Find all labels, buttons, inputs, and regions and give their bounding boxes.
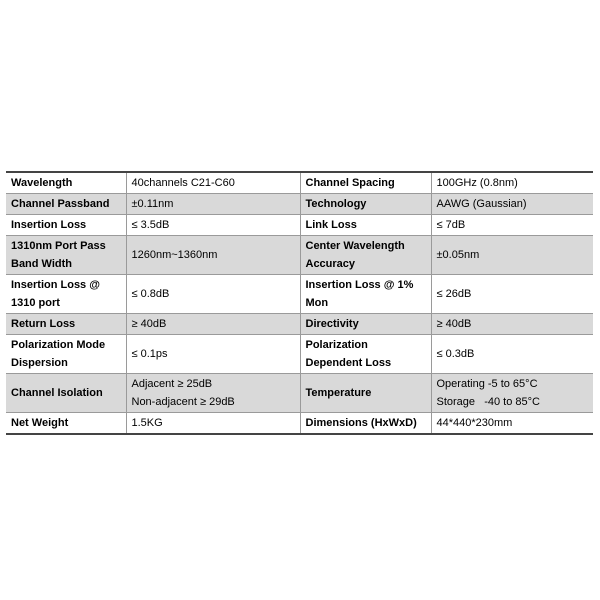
spec-label-line: Insertion Loss @ 1% <box>305 279 414 291</box>
spec-label-line: 1310nm Port Pass <box>11 240 106 252</box>
spec-label: Temperature <box>300 374 431 413</box>
spec-label-line: Accuracy <box>305 258 356 270</box>
spec-value: 44*440*230mm <box>431 413 593 435</box>
spec-label: Technology <box>300 194 431 215</box>
spec-label: Channel Passband <box>6 194 126 215</box>
table-row <box>6 194 593 215</box>
spec-label-line: Polarization <box>305 339 368 351</box>
spec-value: 1260nm~1360nm <box>126 236 300 275</box>
spec-label: Channel Spacing <box>300 172 431 194</box>
spec-label: Directivity <box>300 314 431 335</box>
specifications-table <box>6 171 593 435</box>
spec-label: Insertion Loss <box>6 215 126 236</box>
table-row <box>6 374 593 413</box>
spec-label-line: Polarization Mode <box>11 339 106 351</box>
spec-value: 100GHz (0.8nm) <box>431 172 593 194</box>
spec-value: ≤ 7dB <box>431 215 593 236</box>
spec-value: ≤ 0.1ps <box>126 335 300 374</box>
spec-value: ≥ 40dB <box>431 314 593 335</box>
spec-label-line: Insertion Loss @ <box>11 279 100 291</box>
table-row <box>6 172 593 194</box>
spec-label <box>6 236 126 275</box>
spec-value: ≤ 0.3dB <box>431 335 593 374</box>
spec-label <box>6 275 126 314</box>
spec-label <box>300 236 431 275</box>
spec-value: 1.5KG <box>126 413 300 435</box>
spec-label-line: Band Width <box>11 258 72 270</box>
spec-value: ≤ 3.5dB <box>126 215 300 236</box>
spec-value-line: Adjacent ≥ 25dB <box>131 378 213 390</box>
table-row <box>6 236 593 275</box>
spec-value <box>431 374 593 413</box>
spec-label: Return Loss <box>6 314 126 335</box>
spec-label-line: Dependent Loss <box>305 357 392 369</box>
spec-value: ≤ 26dB <box>431 275 593 314</box>
spec-label: Link Loss <box>300 215 431 236</box>
spec-value-line: Storage -40 to 85°C <box>436 396 540 408</box>
spec-label-line: Center Wavelength <box>305 240 405 252</box>
spec-value <box>126 374 300 413</box>
spec-label-line: 1310 port <box>11 297 60 309</box>
spec-value: ±0.05nm <box>431 236 593 275</box>
spec-label: Dimensions (HxWxD) <box>300 413 431 435</box>
spec-value: 40channels C21-C60 <box>126 172 300 194</box>
spec-value-line: Non-adjacent ≥ 29dB <box>131 396 235 408</box>
spec-label-line: Dispersion <box>11 357 68 369</box>
spec-value: AAWG (Gaussian) <box>431 194 593 215</box>
table-row <box>6 335 593 374</box>
spec-label <box>300 335 431 374</box>
spec-value: ≥ 40dB <box>126 314 300 335</box>
table-row <box>6 215 593 236</box>
spec-label: Net Weight <box>11 417 69 429</box>
spec-label: Wavelength <box>6 172 126 194</box>
spec-label <box>6 335 126 374</box>
table-row <box>6 314 593 335</box>
spec-value: ±0.11nm <box>126 194 300 215</box>
spec-value: ≤ 0.8dB <box>126 275 300 314</box>
spec-label-line: Mon <box>305 297 329 309</box>
table-row <box>6 275 593 314</box>
spec-value-line: Operating -5 to 65°C <box>436 378 538 390</box>
spec-label <box>300 275 431 314</box>
table-row <box>6 413 593 435</box>
spec-label: Channel Isolation <box>6 374 126 413</box>
